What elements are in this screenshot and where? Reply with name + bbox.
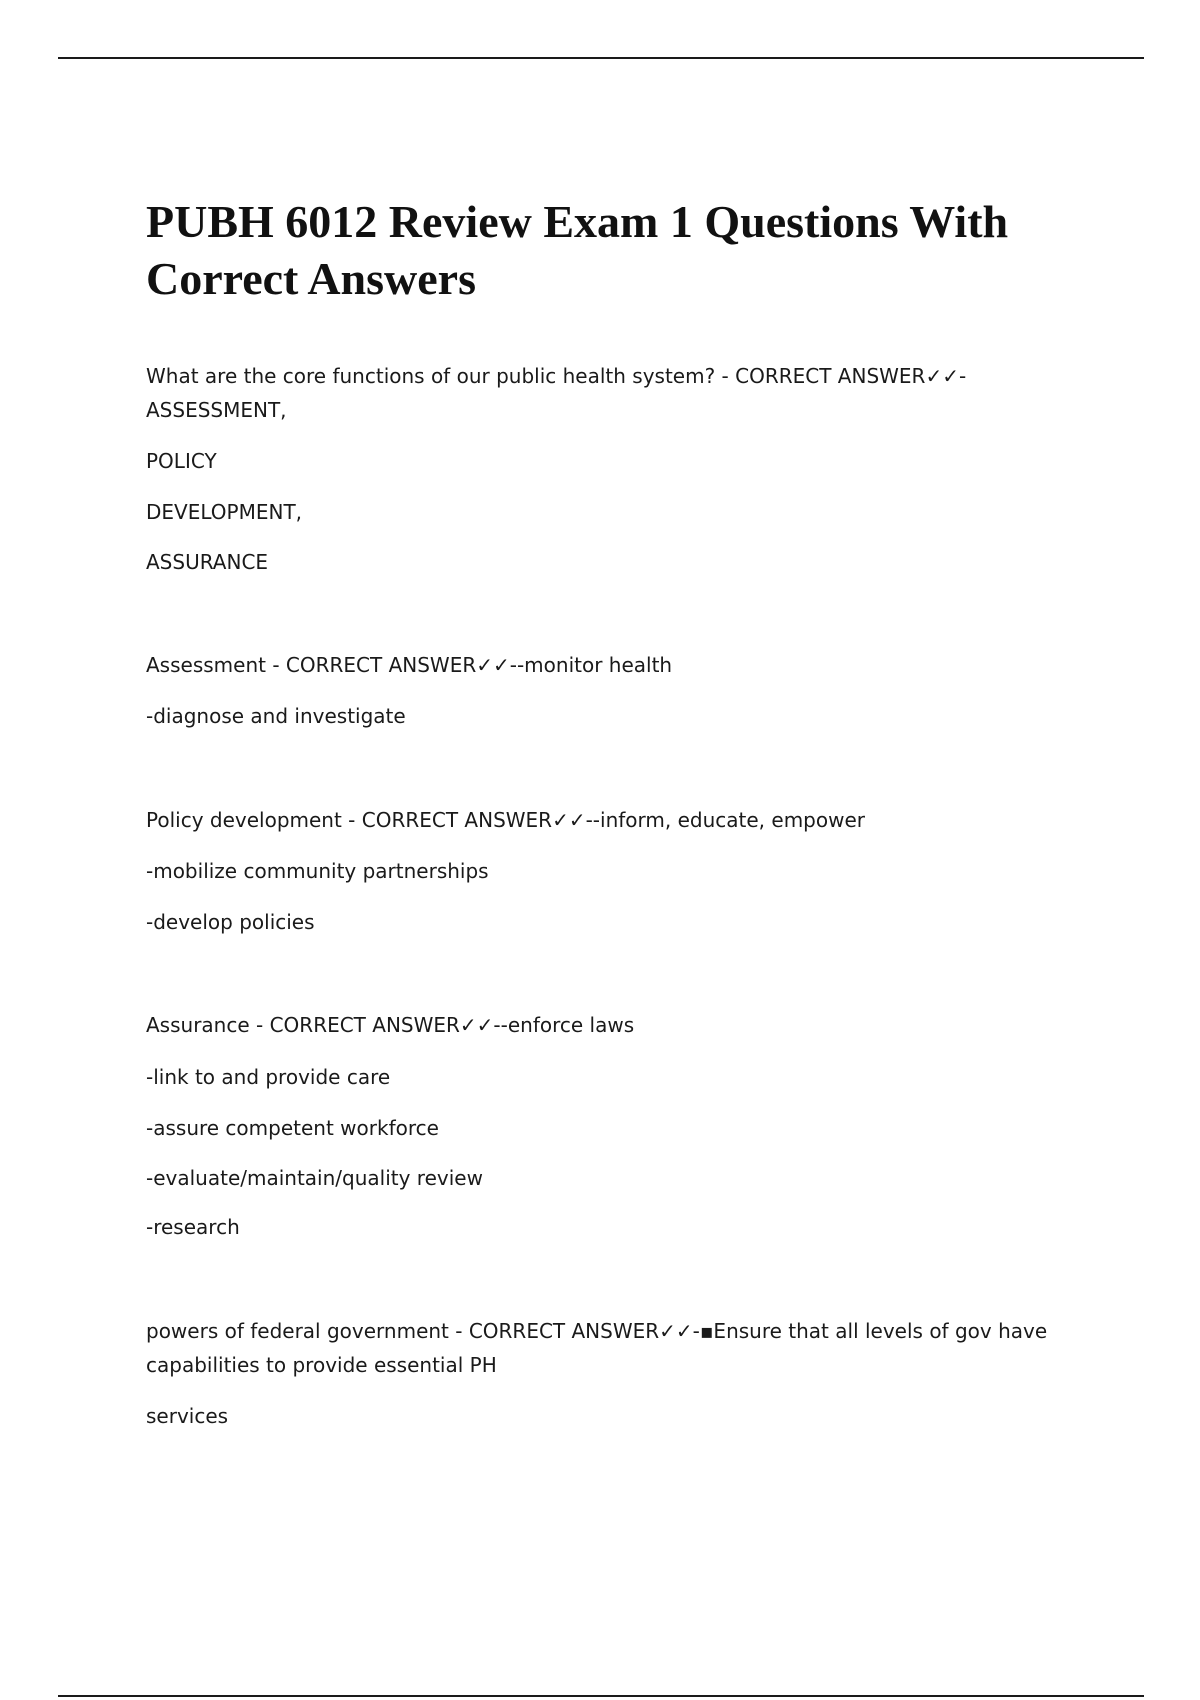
footer-rule (58, 1695, 1144, 1697)
answer-line: -develop policies (146, 910, 315, 934)
question-assessment: Assessment - CORRECT ANSWER✓✓--monitor health (146, 653, 673, 677)
answer-line: services (146, 1404, 229, 1428)
answer-line: capabilities to provide essential PH (146, 1353, 497, 1377)
question-federal-powers: powers of federal government - CORRECT ANSWER✓✓-▪Ensure that all levels of gov have (146, 1319, 1048, 1343)
answer-line: -mobilize community partnerships (146, 859, 489, 883)
answer-line: -assure competent workforce (146, 1116, 439, 1140)
answer-line: ASSESSMENT, (146, 398, 287, 422)
document-title: PUBH 6012 Review Exam 1 Questions With Correct Answers (146, 196, 1009, 304)
question-core-functions: What are the core functions of our public health system? - CORRECT ANSWER✓✓- (146, 364, 967, 388)
answer-line: POLICY (146, 449, 217, 473)
answer-line: DEVELOPMENT, (146, 500, 303, 524)
answer-line: -research (146, 1215, 240, 1239)
header-rule (58, 57, 1144, 59)
answer-line: -link to and provide care (146, 1065, 391, 1089)
question-assurance: Assurance - CORRECT ANSWER✓✓--enforce laws (146, 1013, 635, 1037)
answer-line: -evaluate/maintain/quality review (146, 1166, 483, 1190)
answer-line: -diagnose and investigate (146, 704, 406, 728)
answer-line: ASSURANCE (146, 550, 269, 574)
question-policy-development: Policy development - CORRECT ANSWER✓✓--inform, educate, empower (146, 808, 865, 832)
